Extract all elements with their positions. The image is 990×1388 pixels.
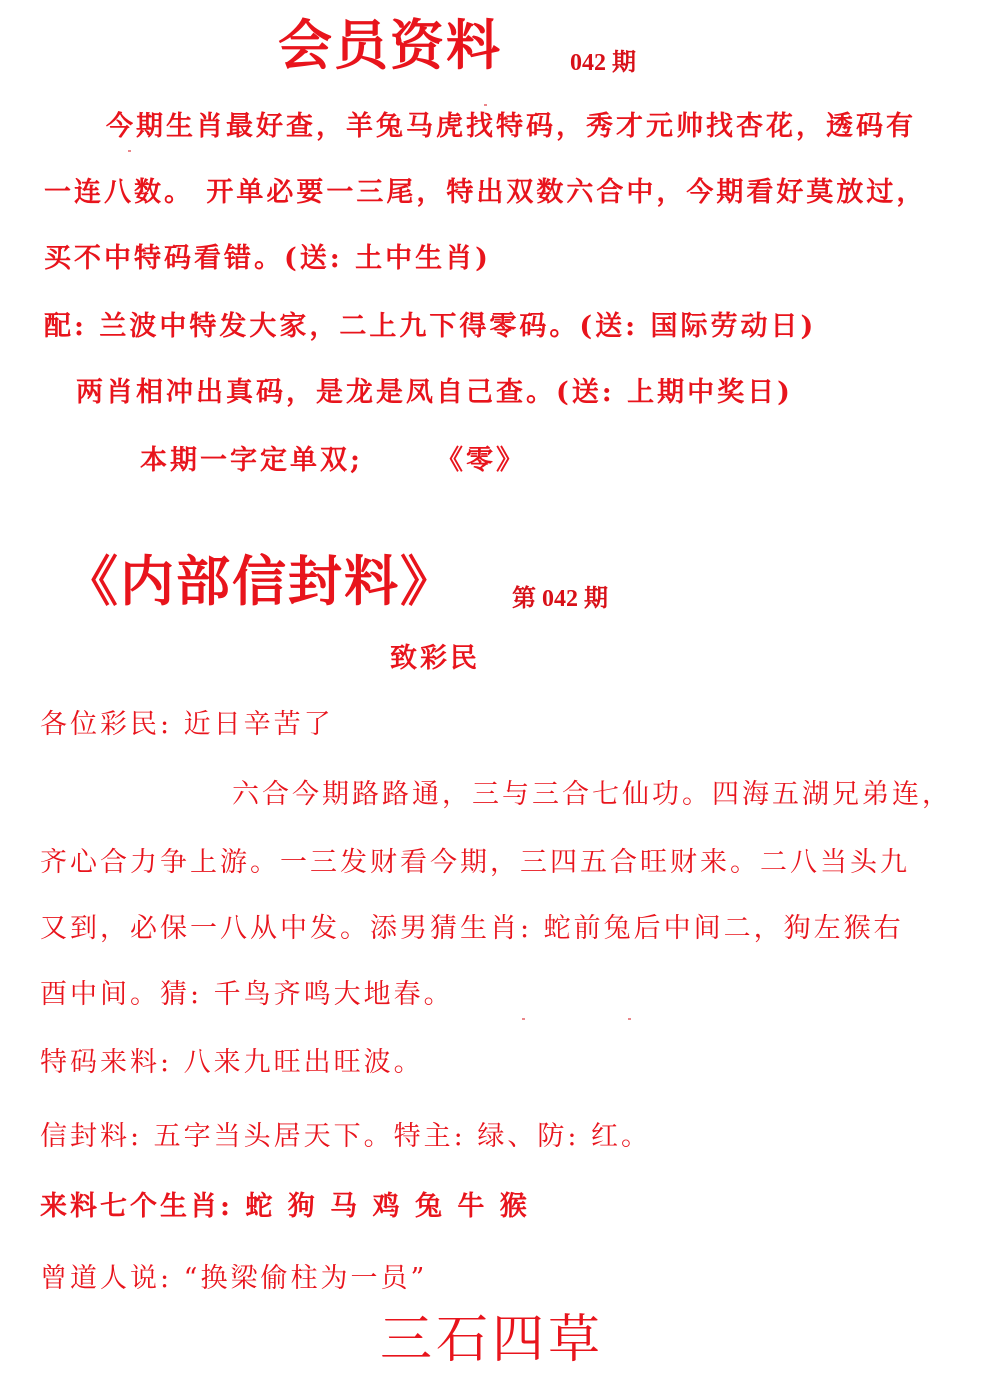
zengdao-saying: 曾道人说: “换梁偷柱为一员” — [40, 1263, 428, 1294]
scan-speck — [522, 1018, 525, 1020]
single-double-value: 《零》 — [436, 445, 526, 476]
poem-line-3: 又到，必保一八从中发。添男猜生肖: 蛇前兔后中间二，狗左猴右 — [40, 913, 904, 944]
envelope-subtitle: 致彩民 — [390, 643, 480, 674]
poem-line-2: 齐心合力争上游。一三发财看今期，三四五合旺财来。二八当头九 — [40, 847, 910, 878]
member-info-line-5: 两肖相冲出真码，是龙是凤自己查。(送: 上期中奖日) — [76, 377, 793, 408]
issue-number: 042 期 — [570, 50, 636, 76]
poem-line-4: 酉中间。猜: 千鸟齐鸣大地春。 — [40, 979, 454, 1010]
member-info-line-4: 配: 兰波中特发大家，二上九下得零码。(送: 国际劳动日) — [44, 311, 817, 342]
envelope-title: 《内部信封料》 — [64, 550, 456, 613]
member-info-line-1: 今期生肖最好查，羊兔马虎找特码，秀才元帅找杏花，透码有 — [106, 111, 916, 142]
envelope-issue-number: 第 042 期 — [512, 586, 608, 612]
scan-speck — [628, 1018, 631, 1020]
poem-line-1: 六合今期路路通，三与三合七仙功。四海五湖兄弟连， — [232, 779, 952, 810]
envelope-material: 信封料: 五字当头居天下。特主: 绿、防: 红。 — [40, 1121, 652, 1152]
member-info-title: 会员资料 — [278, 14, 502, 77]
special-code-material: 特码来料: 八来九旺出旺波。 — [40, 1047, 424, 1078]
greeting: 各位彩民: 近日辛苦了 — [40, 709, 334, 740]
scan-speck — [128, 150, 131, 152]
single-double-label: 本期一字定单双; — [140, 445, 363, 476]
member-info-line-2: 一连八数。 开单必要一三尾，特出双数六合中，今期看好莫放过， — [44, 177, 927, 208]
footer-riddle: 三石四草 — [380, 1310, 605, 1370]
member-info-line-3: 买不中特码看错。(送: 土中生肖) — [44, 243, 491, 274]
zodiac-material: 来料七个生肖: 蛇 狗 马 鸡 兔 牛 猴 — [40, 1191, 530, 1222]
scan-speck — [484, 104, 487, 106]
